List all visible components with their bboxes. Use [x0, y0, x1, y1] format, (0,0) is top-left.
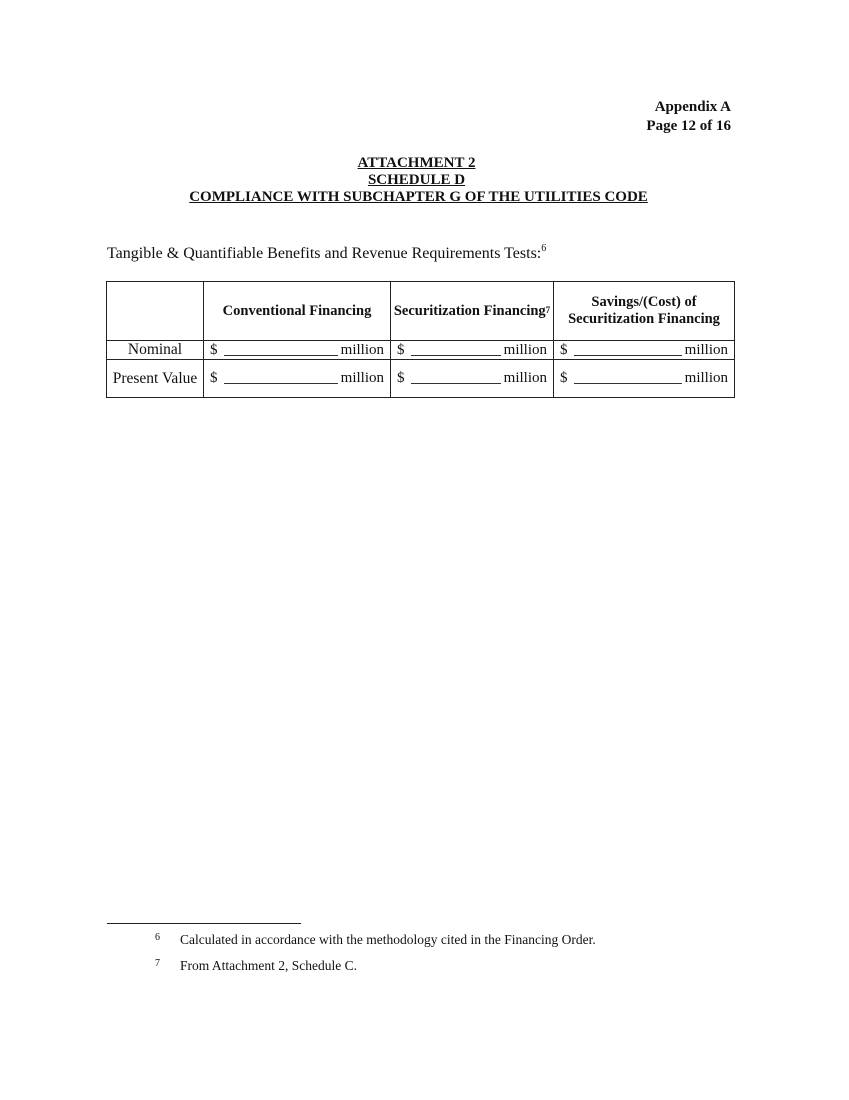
benefits-table — [106, 281, 735, 398]
fill-blank[interactable] — [224, 383, 338, 384]
table-row — [107, 341, 735, 360]
row-label-present-value: Present Value — [107, 360, 204, 398]
cell-savings-nominal: $ million — [554, 341, 735, 360]
page-header — [646, 98, 731, 136]
header-empty — [107, 282, 204, 341]
cell-securitization-pv: $ million — [391, 360, 554, 398]
header-conventional: Conventional Financing — [204, 282, 391, 341]
footnote-6: 6 Calculated in accordance with the methodology cited in the Financing Order. — [155, 932, 596, 947]
fill-blank[interactable] — [411, 383, 501, 384]
title-schedule: SCHEDULE D — [367, 172, 466, 188]
table-row — [107, 360, 735, 398]
footnote-divider — [107, 923, 301, 924]
cell-securitization-nominal: $ million — [391, 341, 554, 360]
cell-conventional-pv: $ million — [204, 360, 391, 398]
page-number: Page 12 of 16 — [646, 118, 731, 134]
intro-text: Tangible & Quantifiable Benefits and Revenue Requirements Tests:$^6$ — [107, 243, 547, 262]
footnote-7: 7 From Attachment 2, Schedule C. — [155, 958, 357, 973]
table-header-row — [107, 282, 735, 341]
cell-conventional-nominal: $ million — [204, 341, 391, 360]
fill-blank[interactable] — [574, 383, 682, 384]
footnote-ref: 6 — [541, 243, 547, 254]
fill-blank[interactable] — [574, 355, 682, 356]
title-compliance: COMPLIANCE WITH SUBCHAPTER G OF THE UTILITIES CODE — [189, 189, 648, 205]
appendix-label: Appendix A — [654, 99, 731, 115]
cell-savings-pv: $ million — [554, 360, 735, 398]
header-securitization: Securitization Financing$^7$ — [391, 282, 554, 341]
row-label-nominal: Nominal — [107, 341, 204, 360]
document-title — [0, 155, 849, 206]
fill-blank[interactable] — [224, 355, 338, 356]
title-attachment: ATTACHMENT 2 — [357, 155, 476, 171]
fill-blank[interactable] — [411, 355, 501, 356]
header-savings: Savings/(Cost) of Securitization Financing — [554, 282, 735, 341]
